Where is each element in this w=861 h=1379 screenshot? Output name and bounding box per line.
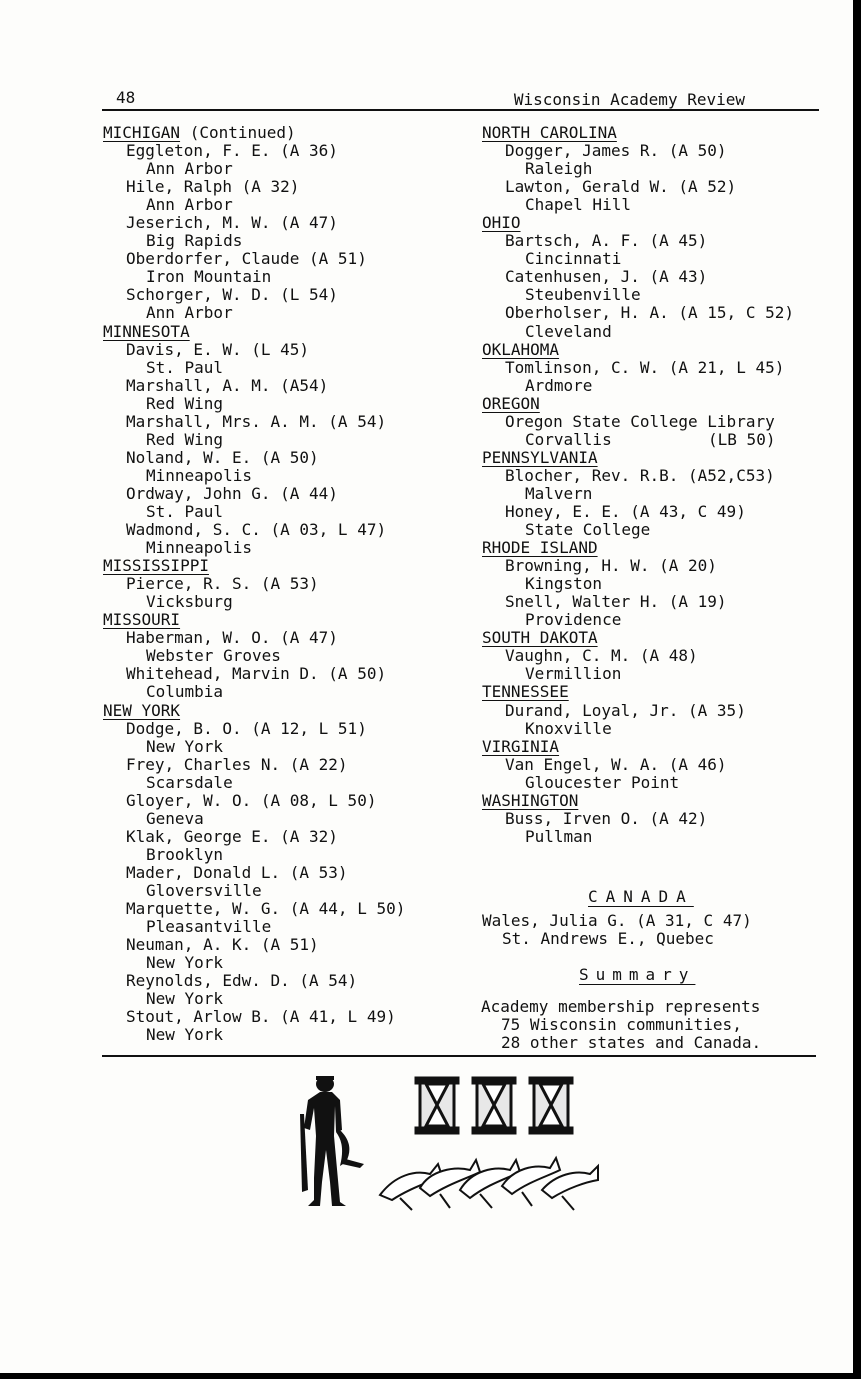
state-heading bbox=[482, 124, 827, 142]
decorative-illustration bbox=[280, 1070, 610, 1220]
state-name: MISSISSIPPI bbox=[103, 556, 209, 576]
summary-line: Academy membership represents bbox=[481, 997, 761, 1016]
footer-rule bbox=[102, 1055, 816, 1057]
member-name: Hile, Ralph (A 32) bbox=[126, 177, 300, 197]
member-name: Wadmond, S. C. (A 03, L 47) bbox=[126, 520, 387, 540]
state-name: TENNESSEE bbox=[482, 682, 569, 702]
hourglass-icon bbox=[416, 1078, 572, 1133]
state-heading bbox=[103, 124, 473, 142]
member-name: Jeserich, M. W. (A 47) bbox=[126, 213, 338, 233]
member-city: Ann Arbor bbox=[146, 195, 233, 215]
member-name: Haberman, W. O. (A 47) bbox=[126, 628, 338, 648]
member-name: Oberholser, H. A. (A 15, C 52) bbox=[505, 303, 794, 323]
member-name: Browning, H. W. (A 20) bbox=[505, 556, 717, 576]
summary-heading: Summary bbox=[579, 965, 696, 984]
member-city: Vicksburg bbox=[146, 592, 233, 612]
member-name: Mader, Donald L. (A 53) bbox=[126, 862, 348, 882]
member-name: Dodge, B. O. (A 12, L 51) bbox=[126, 718, 367, 738]
header-rule bbox=[102, 109, 819, 111]
state-name: MINNESOTA bbox=[103, 321, 190, 341]
summary-line: 28 other states and Canada. bbox=[501, 1033, 762, 1052]
member-name: Neuman, A. K. (A 51) bbox=[126, 935, 319, 955]
state-heading bbox=[482, 738, 827, 756]
state-heading bbox=[482, 629, 827, 647]
member-name: Blocher, Rev. R.B. (A52,C53) bbox=[505, 465, 775, 485]
state-suffix: (Continued) bbox=[180, 123, 296, 142]
member-city: New York bbox=[146, 953, 224, 973]
state-name: NEW YORK bbox=[103, 700, 181, 720]
member-name: Snell, Walter H. (A 19) bbox=[505, 592, 727, 612]
member-city: Knoxville bbox=[525, 718, 612, 738]
member-city: State College bbox=[525, 520, 651, 540]
state-name: PENNSYLVANIA bbox=[482, 447, 598, 467]
member-name: Bartsch, A. F. (A 45) bbox=[505, 231, 708, 251]
member-city: Providence bbox=[525, 610, 622, 630]
member-name: Marshall, A. M. (A54) bbox=[126, 375, 329, 395]
hunter-with-rifle-and-bird-icon bbox=[300, 1076, 364, 1206]
member-city: Webster Groves bbox=[146, 646, 281, 666]
member-city: Chapel Hill bbox=[525, 195, 631, 215]
journal-title: Wisconsin Academy Review bbox=[513, 90, 745, 109]
state-name: OREGON bbox=[482, 393, 540, 413]
member-city: Gloucester Point bbox=[525, 772, 680, 792]
member-name: Catenhusen, J. (A 43) bbox=[505, 267, 708, 287]
canada-heading: CANADA bbox=[588, 887, 694, 906]
state-heading bbox=[103, 557, 473, 575]
member-city: Malvern bbox=[525, 483, 593, 503]
member-city: Scarsdale bbox=[146, 772, 233, 792]
member-name: Ordway, John G. (A 44) bbox=[126, 483, 338, 503]
state-heading bbox=[482, 792, 827, 810]
state-heading bbox=[482, 395, 827, 413]
flying-birds-icon bbox=[380, 1158, 598, 1210]
state-name: MISSOURI bbox=[103, 610, 181, 630]
state-name: SOUTH DAKOTA bbox=[482, 628, 598, 648]
state-heading bbox=[103, 323, 473, 341]
member-city: Columbia bbox=[146, 682, 224, 702]
state-name: WASHINGTON bbox=[482, 790, 579, 810]
member-name: Tomlinson, C. W. (A 21, L 45) bbox=[505, 357, 785, 377]
member-city: Brooklyn bbox=[146, 844, 224, 864]
member-name: Whitehead, Marvin D. (A 50) bbox=[126, 664, 387, 684]
member-city: Steubenville bbox=[525, 285, 641, 305]
member-city: Kingston bbox=[525, 574, 603, 594]
member-name: Stout, Arlow B. (A 41, L 49) bbox=[126, 1007, 396, 1027]
member-name: Van Engel, W. A. (A 46) bbox=[505, 754, 727, 774]
member-name: Frey, Charles N. (A 22) bbox=[126, 754, 348, 774]
member-name: Schorger, W. D. (L 54) bbox=[126, 285, 338, 305]
member-city: New York bbox=[146, 1025, 224, 1045]
state-heading bbox=[103, 611, 473, 629]
member-city: New York bbox=[146, 736, 224, 756]
member-name: Dogger, James R. (A 50) bbox=[505, 141, 727, 161]
member-city: St. Paul bbox=[146, 501, 224, 521]
member-city: Ann Arbor bbox=[146, 303, 233, 323]
member-name: Vaughn, C. M. (A 48) bbox=[505, 646, 698, 666]
state-name: VIRGINIA bbox=[482, 736, 560, 756]
state-name: RHODE ISLAND bbox=[482, 538, 598, 558]
member-city: Red Wing bbox=[146, 429, 224, 449]
canada-member-name: Wales, Julia G. (A 31, C 47) bbox=[482, 911, 752, 930]
member-name: Honey, E. E. (A 43, C 49) bbox=[505, 501, 746, 521]
state-heading bbox=[482, 341, 827, 359]
member-city: St. Paul bbox=[146, 357, 224, 377]
state-heading bbox=[482, 214, 827, 232]
member-city: Geneva bbox=[146, 808, 204, 828]
member-name: Buss, Irven O. (A 42) bbox=[505, 808, 708, 828]
state-name: NORTH CAROLINA bbox=[482, 123, 617, 142]
member-city: Raleigh bbox=[525, 159, 593, 179]
member-name: Oberdorfer, Claude (A 51) bbox=[126, 249, 367, 269]
member-city: Cincinnati bbox=[525, 249, 622, 269]
member-name: Davis, E. W. (L 45) bbox=[126, 339, 310, 359]
member-city: Minneapolis bbox=[146, 465, 252, 485]
member-city: Minneapolis bbox=[146, 538, 252, 558]
member-name: Eggleton, F. E. (A 36) bbox=[126, 141, 338, 161]
member-name: Noland, W. E. (A 50) bbox=[126, 447, 319, 467]
member-name: Marshall, Mrs. A. M. (A 54) bbox=[126, 411, 387, 431]
state-name: MICHIGAN bbox=[103, 123, 181, 142]
state-heading bbox=[482, 449, 827, 467]
member-name: Oregon State College Library bbox=[505, 411, 775, 431]
state-heading bbox=[103, 702, 473, 720]
member-name: Pierce, R. S. (A 53) bbox=[126, 574, 319, 594]
member-name: Durand, Loyal, Jr. (A 35) bbox=[505, 700, 746, 720]
member-name: Marquette, W. G. (A 44, L 50) bbox=[126, 899, 406, 919]
member-city: Corvallis (LB 50) bbox=[525, 429, 776, 449]
state-heading bbox=[482, 683, 827, 701]
page-number: 48 bbox=[116, 88, 136, 107]
canada-member-city: St. Andrews E., Quebec bbox=[502, 929, 714, 948]
state-name: OHIO bbox=[482, 213, 521, 233]
member-city: Iron Mountain bbox=[146, 267, 272, 287]
canada-entry bbox=[482, 912, 752, 948]
state-heading bbox=[482, 539, 827, 557]
member-city: Pullman bbox=[525, 826, 593, 846]
member-city: Gloversville bbox=[146, 880, 262, 900]
member-city: Ann Arbor bbox=[146, 159, 233, 179]
member-name: Reynolds, Edw. D. (A 54) bbox=[126, 971, 358, 991]
summary-line: 75 Wisconsin communities, bbox=[501, 1015, 742, 1034]
member-city: Cleveland bbox=[525, 321, 612, 341]
summary-text bbox=[481, 998, 761, 1052]
member-name: Gloyer, W. O. (A 08, L 50) bbox=[126, 790, 377, 810]
member-city: Ardmore bbox=[525, 375, 593, 395]
right-column bbox=[482, 124, 827, 846]
member-city: New York bbox=[146, 989, 224, 1009]
member-city: Red Wing bbox=[146, 393, 224, 413]
left-column bbox=[103, 124, 473, 1044]
state-name: OKLAHOMA bbox=[482, 339, 560, 359]
member-city: Big Rapids bbox=[146, 231, 243, 251]
member-city: Vermillion bbox=[525, 664, 622, 684]
member-city: Pleasantville bbox=[146, 917, 272, 937]
member-name: Klak, George E. (A 32) bbox=[126, 826, 338, 846]
member-name: Lawton, Gerald W. (A 52) bbox=[505, 177, 737, 197]
